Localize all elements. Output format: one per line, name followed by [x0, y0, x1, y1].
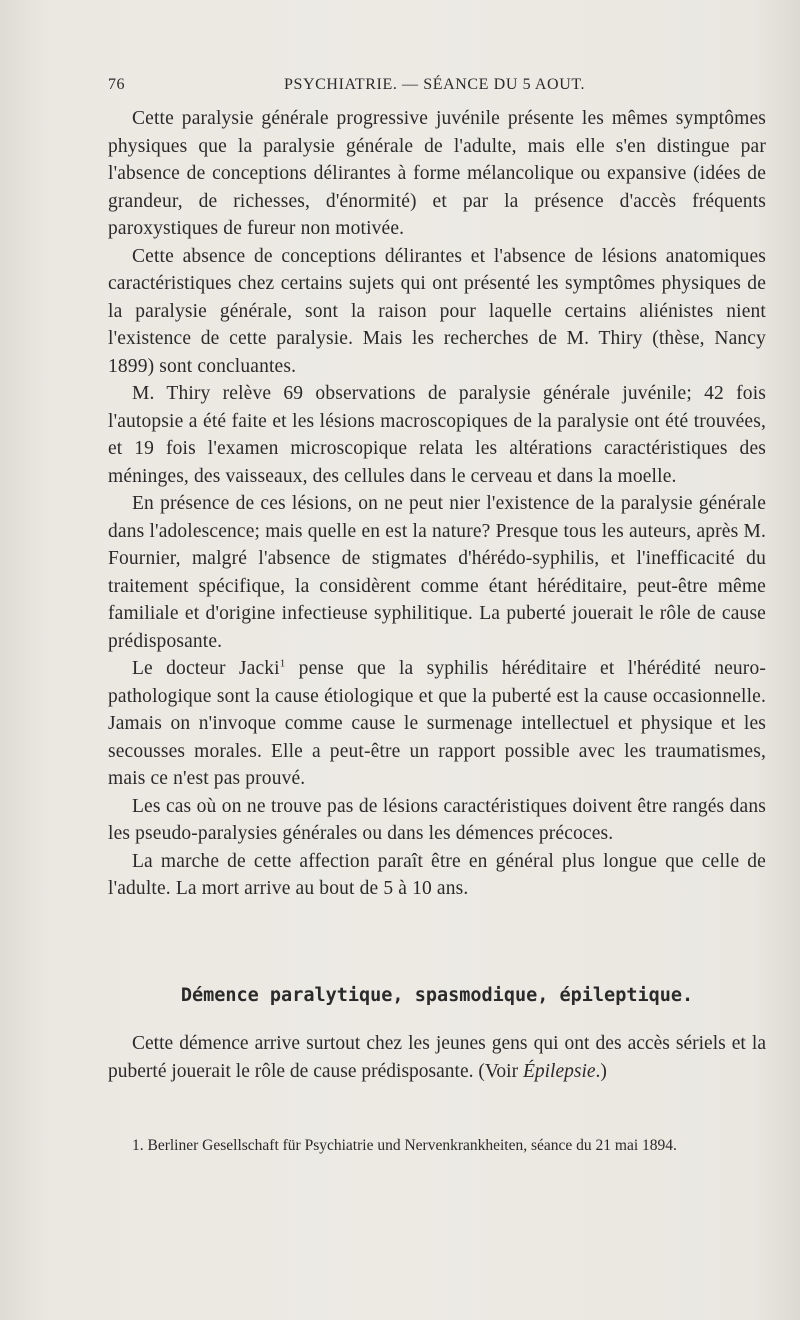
- paragraph: M. Thiry relève 69 observations de paralysie générale juvénile; 42 fois l'autopsie a été faite et les lésions macroscopiques de la paralysie ont été trouvées, et 19 fois l'examen microscopique relata les altérations caractéristiques des méninges, des vaisseaux, des cellules dans le cerveau et dans la moelle.: [108, 383, 766, 487]
- cross-reference: Épilepsie: [522, 1060, 596, 1082]
- paragraph: Les cas où on ne trouve pas de lésions caractéristiques doivent être rangés dans les pseudo-paralysies générales ou dans les démences précoces.: [108, 795, 766, 844]
- page-number: 76: [108, 76, 125, 93]
- paragraph-text: .): [595, 1060, 607, 1082]
- paragraph-text: Le docteur Jacki: [132, 658, 280, 679]
- footnote-reference: 1: [279, 657, 286, 670]
- section-text: [108, 1030, 766, 1085]
- paragraph: [108, 1030, 766, 1085]
- paragraph: Cette absence de conceptions délirantes et l'absence de lésions anatomiques caractéristiques chez certains sujets qui ont présenté les symptômes physiques de la paralysie générale, sont la raison pour laquelle certains aliénistes nient l'existence de cette paralysie. Mais les recherches de M. Thiry (thèse, Nancy 1899) sont concluantes.: [108, 245, 766, 377]
- paragraph: La marche de cette affection paraît être en général plus longue que celle de l'adulte. La mort arrive au bout de 5 à 10 ans.: [108, 850, 766, 899]
- paragraph-text: pense que la syphilis héréditaire et l'hérédité neuro-pathologique sont la cause étiologique et que la puberté est la cause occasionnelle. Jamais on n'invoque comme cause le surmenage intellectuel et physique et les secousses morales. Elle a peut-être un rapport possible avec les traumatismes, mais ce n'est pas prouvé.: [108, 658, 766, 789]
- page-header: [108, 76, 768, 98]
- footnote-text: 1. Berliner Gesellschaft für Psychiatrie und Nervenkrankheiten, séance du 21 mai 1894.: [132, 1137, 677, 1154]
- section-heading: Démence paralytique, spasmodique, épileptique.: [180, 985, 694, 1006]
- footnote: [108, 1136, 766, 1155]
- paragraph: Cette paralysie générale progressive juvénile présente les mêmes symptômes physiques que la paralysie générale de l'adulte, mais elle s'en distingue par l'absence de conceptions délirantes à forme mélancolique ou expansive (idées de grandeur, de richesses, d'énormité) et par la présence d'accès fréquents paroxystiques de fureur non motivée.: [108, 108, 766, 239]
- paragraph-text: Cette démence arrive surtout chez les jeunes gens qui ont des accès sériels et la puberté jouerait le rôle de cause prédisposante. (Voir: [108, 1033, 766, 1082]
- main-text: [108, 105, 766, 903]
- running-title: PSYCHIATRIE. — SÉANCE DU 5 AOUT.: [284, 76, 586, 93]
- paragraph: En présence de ces lésions, on ne peut nier l'existence de la paralysie générale dans l'adolescence; mais quelle en est la nature? Presque tous les auteurs, après M. Fournier, malgré l'absence de stigmates d'hérédo-syphilis, et l'inefficacité du traitement spécifique, la considèrent comme étant héréditaire, peut-être même familiale et d'origine infectieuse syphilitique. La puberté jouerait le rôle de cause prédisposante.: [108, 493, 766, 652]
- paragraph-jacki: [108, 655, 766, 793]
